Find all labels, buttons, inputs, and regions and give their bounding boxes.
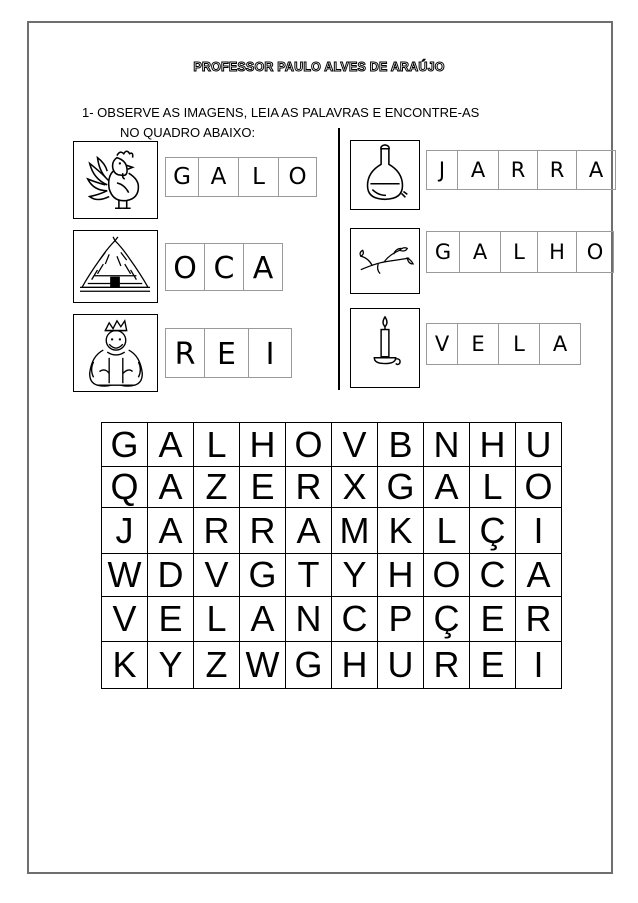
grid-cell[interactable]: P — [378, 597, 424, 642]
grid-cell[interactable]: E — [148, 597, 194, 642]
grid-cell[interactable]: A — [424, 467, 470, 508]
grid-cell[interactable]: A — [148, 508, 194, 554]
grid-cell[interactable]: A — [286, 508, 332, 554]
page-title: PROFESSOR PAULO ALVES DE ARAÚJO — [193, 60, 445, 74]
grid-cell[interactable]: G — [102, 423, 148, 467]
grid-cell[interactable]: V — [332, 423, 378, 467]
grid-cell[interactable]: U — [378, 642, 424, 689]
instructions — [82, 103, 479, 143]
jar-icon — [351, 141, 419, 209]
grid-cell[interactable]: O — [286, 423, 332, 467]
word-letter: R — [165, 329, 204, 377]
grid-cell[interactable]: A — [240, 597, 286, 642]
grid-cell[interactable]: B — [378, 423, 424, 467]
rooster-icon — [74, 142, 157, 218]
word-galo — [165, 157, 317, 197]
grid-row — [102, 642, 562, 689]
grid-cell[interactable]: R — [194, 508, 240, 554]
grid-cell[interactable]: R — [286, 467, 332, 508]
grid-cell[interactable]: T — [286, 554, 332, 597]
grid-cell[interactable]: Ç — [424, 597, 470, 642]
word-letter: E — [457, 324, 498, 364]
word-letter: H — [537, 232, 576, 272]
grid-cell[interactable]: O — [516, 467, 562, 508]
grid-cell[interactable]: G — [240, 554, 286, 597]
grid-cell[interactable]: A — [148, 467, 194, 508]
grid-cell[interactable]: J — [102, 508, 148, 554]
grid-cell[interactable]: R — [424, 642, 470, 689]
king-picture — [73, 314, 158, 392]
grid-cell[interactable]: K — [378, 508, 424, 554]
grid-row — [102, 423, 562, 467]
instructions-line-2: NO QUADRO ABAIXO: — [120, 125, 256, 140]
word-letter: G — [165, 158, 198, 196]
grid-cell[interactable]: O — [424, 554, 470, 597]
branch-icon — [351, 229, 419, 293]
grid-cell[interactable]: U — [516, 423, 562, 467]
grid-cell[interactable]: W — [102, 554, 148, 597]
grid-row — [102, 597, 562, 642]
word-letter: L — [238, 158, 278, 196]
jar-picture — [350, 140, 420, 210]
grid-row — [102, 467, 562, 508]
grid-cell[interactable]: C — [470, 554, 516, 597]
word-letter: A — [198, 158, 238, 196]
grid-cell[interactable]: V — [194, 554, 240, 597]
grid-cell[interactable]: C — [332, 597, 378, 642]
grid-cell[interactable]: X — [332, 467, 378, 508]
grid-cell[interactable]: L — [470, 467, 516, 508]
word-letter: A — [457, 151, 498, 189]
grid-cell[interactable]: L — [194, 423, 240, 467]
word-letter: O — [165, 244, 204, 290]
word-oca — [165, 243, 283, 291]
grid-cell[interactable]: V — [102, 597, 148, 642]
hut-icon — [74, 231, 157, 302]
candle-picture — [350, 308, 420, 388]
grid-cell[interactable]: Q — [102, 467, 148, 508]
grid-cell[interactable]: A — [148, 423, 194, 467]
grid-row — [102, 554, 562, 597]
word-letter: G — [426, 232, 459, 272]
grid-cell[interactable]: G — [286, 642, 332, 689]
grid-cell[interactable]: H — [470, 423, 516, 467]
candle-icon — [351, 309, 419, 387]
grid-cell[interactable]: N — [424, 423, 470, 467]
grid-cell[interactable]: L — [424, 508, 470, 554]
grid-cell[interactable]: E — [240, 467, 286, 508]
grid-cell[interactable]: R — [240, 508, 286, 554]
grid-cell[interactable]: Z — [194, 642, 240, 689]
word-letter: A — [243, 244, 282, 290]
word-letter: C — [204, 244, 243, 290]
word-jarra — [426, 150, 616, 190]
column-divider — [338, 128, 340, 390]
word-letter: A — [576, 151, 615, 189]
grid-cell[interactable]: I — [516, 642, 562, 689]
word-rei — [165, 328, 292, 378]
grid-cell[interactable]: R — [516, 597, 562, 642]
grid-cell[interactable]: I — [516, 508, 562, 554]
grid-cell[interactable]: Ç — [470, 508, 516, 554]
grid-cell[interactable]: D — [148, 554, 194, 597]
grid-cell[interactable]: Y — [332, 554, 378, 597]
word-letter: A — [459, 232, 500, 272]
grid-cell[interactable]: E — [470, 597, 516, 642]
grid-cell[interactable]: K — [102, 642, 148, 689]
instructions-line-1: 1- OBSERVE AS IMAGENS, LEIA AS PALAVRAS E ENCONTRE-AS — [82, 105, 480, 120]
word-search-grid — [101, 422, 562, 689]
grid-cell[interactable]: E — [470, 642, 516, 689]
word-letter: O — [576, 232, 613, 272]
word-vela — [426, 323, 581, 365]
word-letter: E — [204, 329, 248, 377]
word-letter: V — [426, 324, 457, 364]
hut-picture — [73, 230, 158, 303]
word-letter: L — [500, 232, 537, 272]
grid-cell[interactable]: L — [194, 597, 240, 642]
grid-cell[interactable]: H — [378, 554, 424, 597]
word-letter: J — [426, 151, 457, 189]
word-galho — [426, 231, 614, 273]
grid-cell[interactable]: N — [286, 597, 332, 642]
word-letter: I — [248, 329, 291, 377]
rooster-picture — [73, 141, 158, 219]
grid-row — [102, 508, 562, 554]
king-icon — [74, 315, 157, 391]
grid-cell[interactable]: A — [516, 554, 562, 597]
word-letter: L — [498, 324, 539, 364]
word-letter: R — [537, 151, 576, 189]
word-letter: O — [278, 158, 316, 196]
grid-cell[interactable]: Z — [194, 467, 240, 508]
grid-cell[interactable]: W — [240, 642, 286, 689]
branch-picture — [350, 228, 420, 294]
grid-cell[interactable]: M — [332, 508, 378, 554]
grid-cell[interactable]: Y — [148, 642, 194, 689]
grid-cell[interactable]: G — [378, 467, 424, 508]
grid-cell[interactable]: H — [332, 642, 378, 689]
word-letter: R — [498, 151, 537, 189]
grid-cell[interactable]: H — [240, 423, 286, 467]
word-letter: A — [539, 324, 580, 364]
